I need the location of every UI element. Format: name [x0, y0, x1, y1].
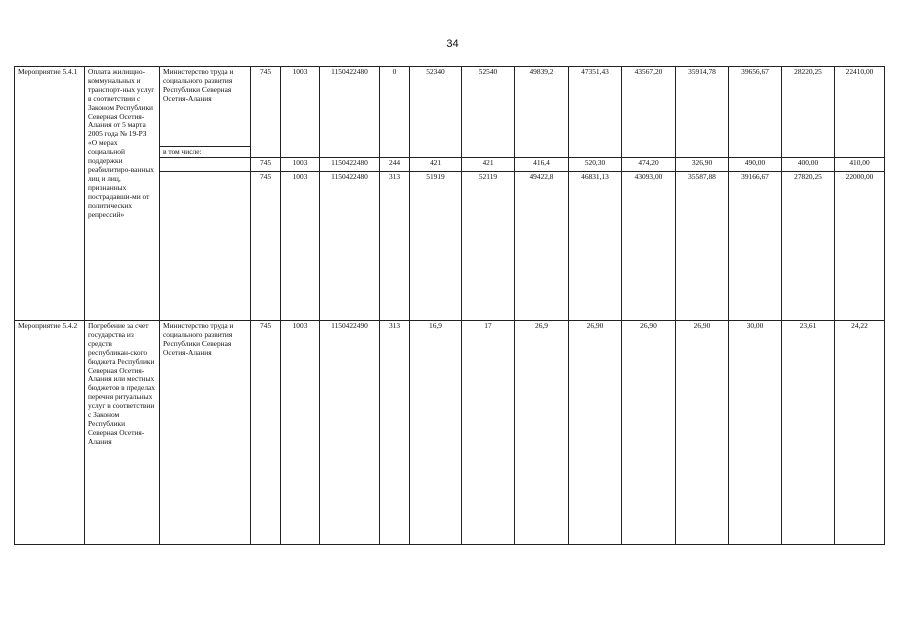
budget-table — [14, 66, 885, 545]
value-cell: 24,22 — [835, 321, 885, 545]
value-cell: 474,20 — [622, 158, 676, 172]
table-row — [15, 67, 885, 147]
event-description: Погребение за счет государства из средств республикан-ского бюджета Республики Северная Осетия-Алания или местных бюджетов в пределах перечня ритуальных услуг в соответствии с Законом Республики Северная Осетия-Алания — [85, 321, 160, 545]
vr-cell: 0 — [380, 67, 410, 158]
vr-cell: 313 — [380, 321, 410, 545]
value-cell: 490,00 — [729, 158, 782, 172]
value-cell: 326,90 — [676, 158, 729, 172]
value-cell: 46831,13 — [569, 172, 622, 321]
value-cell: 43093,00 — [622, 172, 676, 321]
rzpr-cell: 1003 — [281, 172, 320, 321]
value-cell: 52119 — [462, 172, 515, 321]
event-label: Мероприятие 5.4.1 — [15, 67, 85, 321]
value-cell: 16,9 — [410, 321, 462, 545]
page-number: 34 — [446, 38, 459, 50]
executor: Министерство труда и социального развития Республики Северная Осетия-Алания — [160, 321, 251, 545]
grbs-cell: 745 — [251, 67, 281, 158]
executor: Министерство труда и социального развития Республики Северная Осетия-Алания — [160, 67, 251, 147]
rzpr-cell: 1003 — [281, 158, 320, 172]
csr-cell: 1150422480 — [320, 158, 380, 172]
value-cell: 410,00 — [835, 158, 885, 172]
value-cell: 400,00 — [782, 158, 835, 172]
value-cell: 49839,2 — [515, 67, 569, 158]
value-cell: 26,90 — [569, 321, 622, 545]
value-cell: 52540 — [462, 67, 515, 158]
value-cell: 49422,8 — [515, 172, 569, 321]
executor-note: в том числе: — [160, 147, 251, 158]
value-cell: 39656,67 — [729, 67, 782, 158]
event-description: Оплата жилищно-коммунальных и транспорт-ных услуг в соответствии с Законом Республики Северная Осетия-Алания от 5 марта 2005 года № 19-РЗ «О мерах социальной поддержки реабилитиро-ванных лиц и лиц, признанных пострадавши-ми от политических репрессий» — [85, 67, 160, 321]
value-cell: 22000,00 — [835, 172, 885, 321]
value-cell: 22410,00 — [835, 67, 885, 158]
value-cell: 52340 — [410, 67, 462, 158]
value-cell: 28220,25 — [782, 67, 835, 158]
grbs-cell: 745 — [251, 158, 281, 172]
vr-cell: 313 — [380, 172, 410, 321]
value-cell: 47351,43 — [569, 67, 622, 158]
value-cell: 421 — [462, 158, 515, 172]
value-cell: 51919 — [410, 172, 462, 321]
rzpr-cell: 1003 — [281, 67, 320, 158]
value-cell: 520,30 — [569, 158, 622, 172]
value-cell: 416,4 — [515, 158, 569, 172]
grbs-cell: 745 — [251, 172, 281, 321]
vr-cell: 244 — [380, 158, 410, 172]
value-cell: 35587,88 — [676, 172, 729, 321]
value-cell: 26,90 — [622, 321, 676, 545]
value-cell: 17 — [462, 321, 515, 545]
value-cell: 27820,25 — [782, 172, 835, 321]
csr-cell: 1150422480 — [320, 172, 380, 321]
csr-cell: 1150422480 — [320, 67, 380, 158]
event-label: Мероприятие 5.4.2 — [15, 321, 85, 545]
executor-empty — [160, 172, 251, 321]
value-cell: 23,61 — [782, 321, 835, 545]
value-cell: 26,90 — [676, 321, 729, 545]
csr-cell: 1150422490 — [320, 321, 380, 545]
rzpr-cell: 1003 — [281, 321, 320, 545]
value-cell: 43567,20 — [622, 67, 676, 158]
value-cell: 421 — [410, 158, 462, 172]
grbs-cell: 745 — [251, 321, 281, 545]
value-cell: 26,9 — [515, 321, 569, 545]
value-cell: 35914,78 — [676, 67, 729, 158]
executor-empty — [160, 158, 251, 172]
table-row — [15, 321, 885, 545]
value-cell: 30,00 — [729, 321, 782, 545]
value-cell: 39166,67 — [729, 172, 782, 321]
